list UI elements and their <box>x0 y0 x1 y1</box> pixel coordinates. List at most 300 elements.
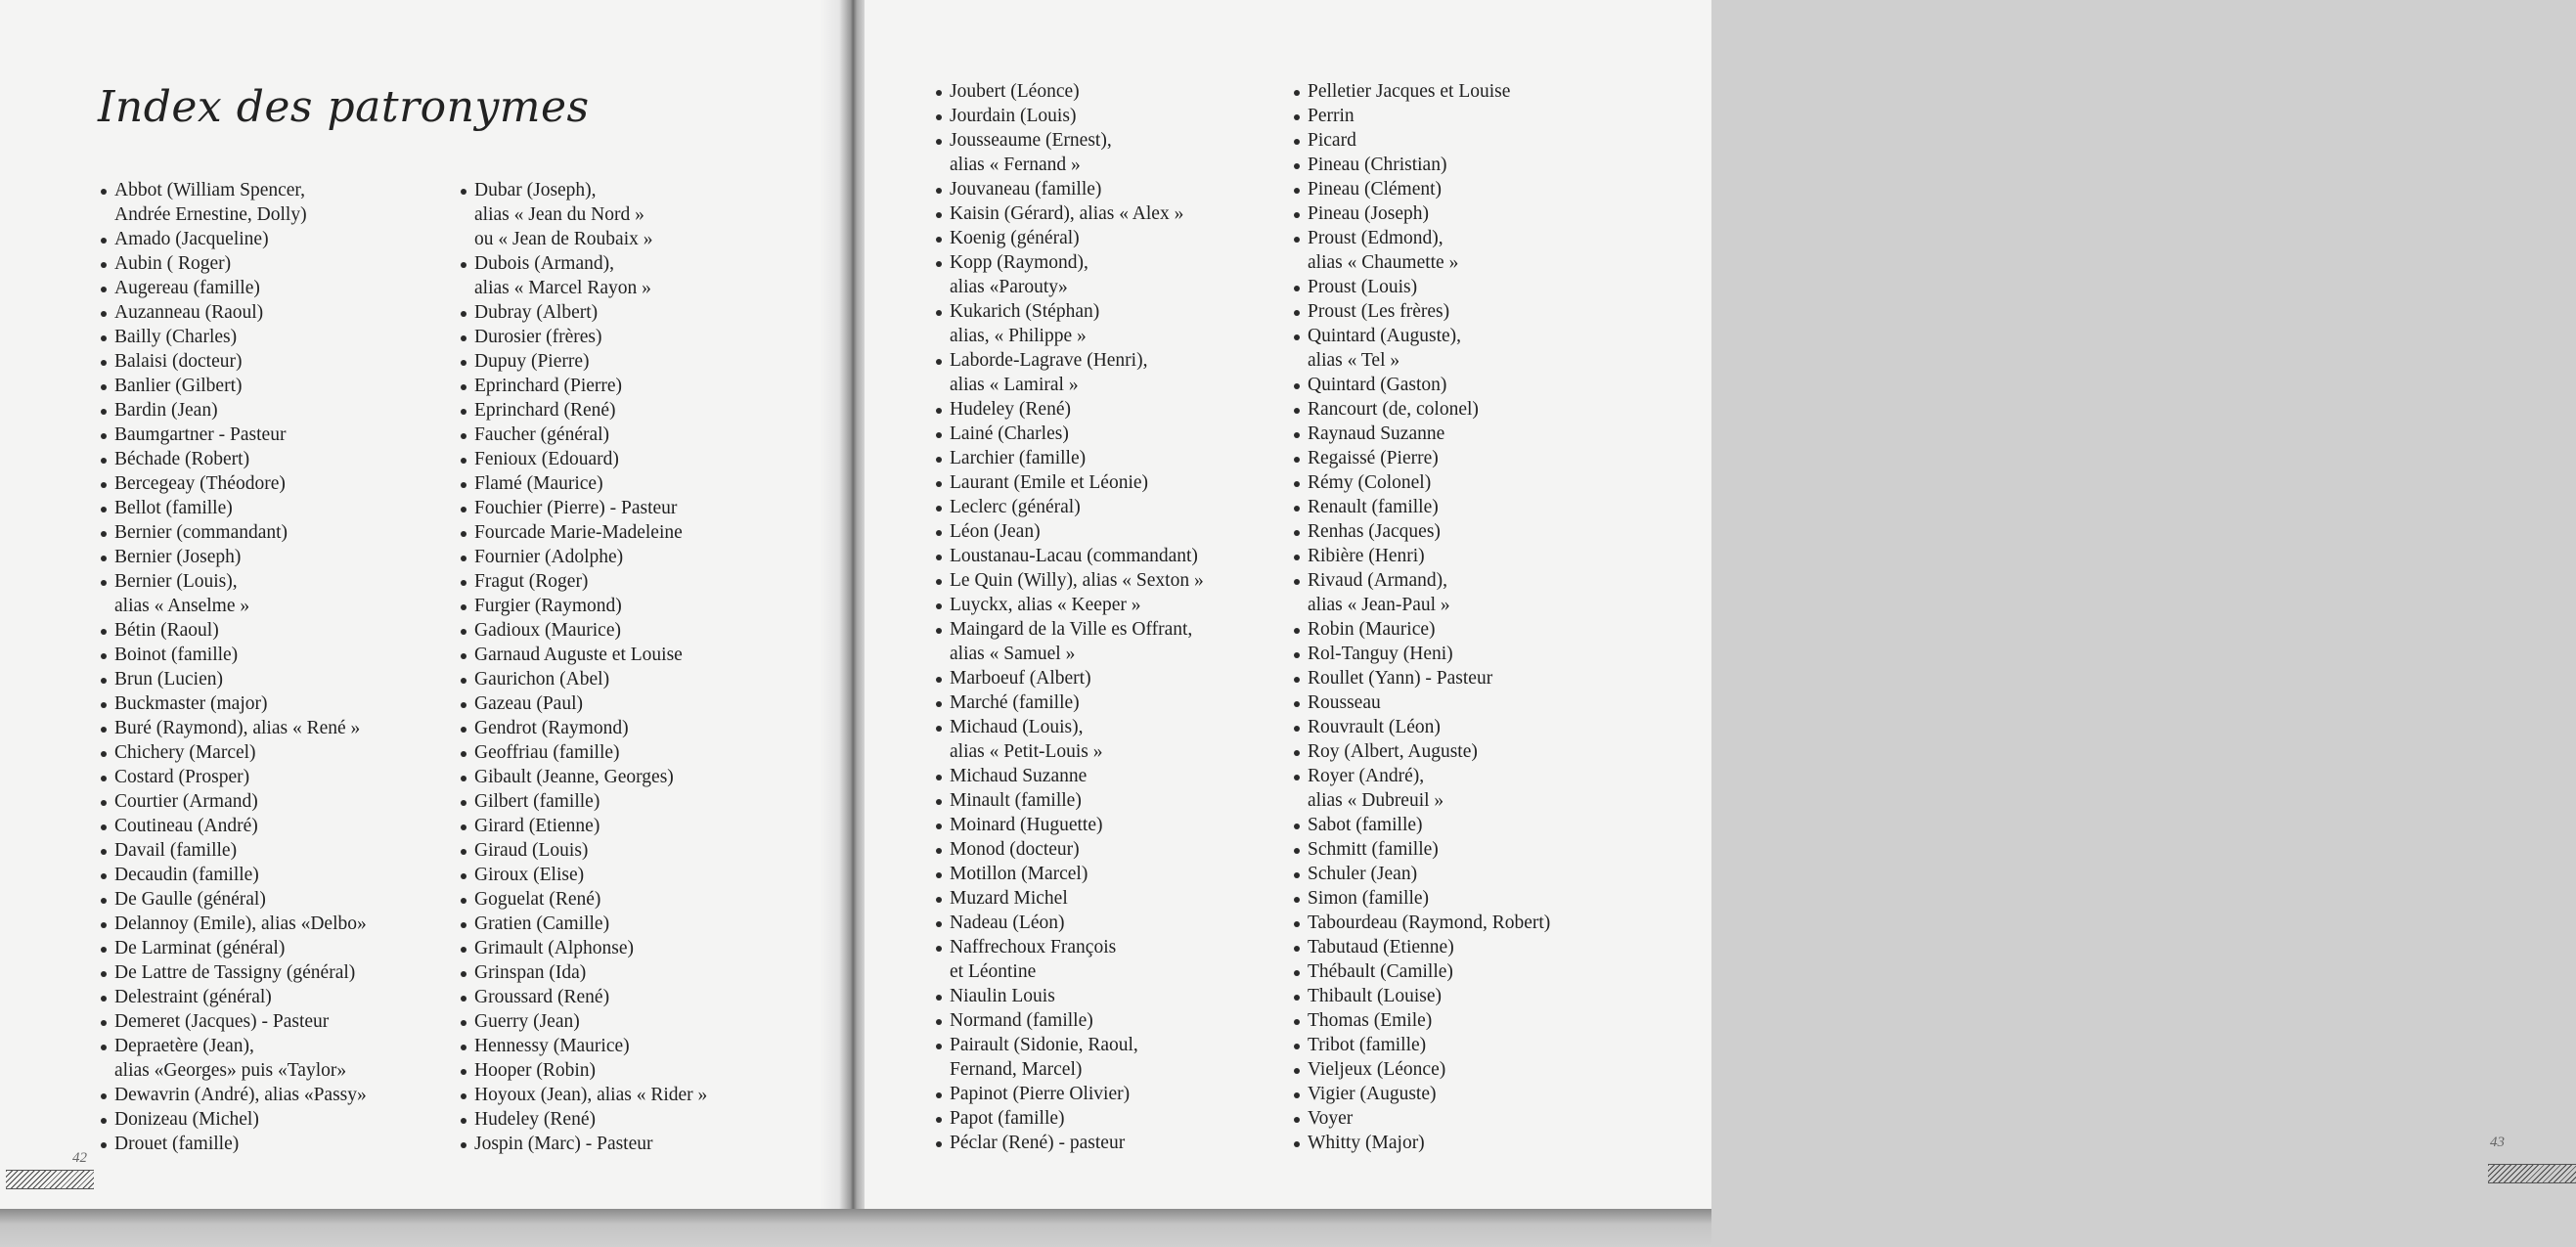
index-entry-name: Proust (Edmond), <box>1308 228 1443 248</box>
index-entry-name: Demeret (Jacques) - Pasteur <box>114 1011 330 1032</box>
index-entry-name: Costard (Prosper) <box>114 767 250 787</box>
index-entry-name: Fenioux (Edouard) <box>474 449 619 469</box>
index-entry-name: Lainé (Charles) <box>950 423 1069 444</box>
index-entry-name: Rol-Tanguy (Heni) <box>1308 644 1453 664</box>
index-entry-name: Eprinchard (René) <box>474 400 616 421</box>
index-entry <box>99 838 367 863</box>
index-entry-name: Groussard (René) <box>474 987 610 1007</box>
index-entry <box>459 985 707 1009</box>
index-entry-name: Schuler (Jean) <box>1308 864 1418 884</box>
index-entry <box>99 447 367 471</box>
index-entry <box>934 862 1204 886</box>
index-entry <box>934 617 1204 666</box>
index-entry <box>99 936 367 960</box>
index-entry <box>1292 177 1550 201</box>
index-entry-name: De Larminat (général) <box>114 938 286 958</box>
index-entry-name: Bardin (Jean) <box>114 400 218 421</box>
index-entry-name: Joubert (Léonce) <box>950 81 1080 102</box>
index-entry <box>934 935 1204 984</box>
index-entry <box>934 495 1204 519</box>
index-entry <box>1292 984 1550 1008</box>
index-entry-name: Bernier (commandant) <box>114 522 289 543</box>
index-entry-name: Perrin <box>1308 106 1355 126</box>
index-entry <box>934 422 1204 446</box>
index-entry <box>1292 128 1550 153</box>
index-entry-name: Rancourt (de, colonel) <box>1308 399 1479 420</box>
index-entry <box>934 201 1204 226</box>
index-entry <box>934 813 1204 837</box>
index-entry <box>99 349 367 374</box>
index-entry-name: Kopp (Raymond), <box>950 252 1088 273</box>
index-entry <box>459 691 707 716</box>
index-entry-name: Michaud (Louis), <box>950 717 1084 737</box>
index-entry-name: Dubar (Joseph), <box>474 180 597 200</box>
index-entry-name: Bétin (Raoul) <box>114 620 219 641</box>
index-entry-name: Nadeau (Léon) <box>950 913 1065 933</box>
index-entry-continuation: alias « Jean-Paul » <box>1308 595 1450 615</box>
index-entry-name: Hoyoux (Jean), alias « Rider » <box>474 1085 708 1105</box>
index-entry-name: Fourcade Marie-Madeleine <box>474 522 683 543</box>
index-entry <box>99 618 367 643</box>
index-entry-name: Gadioux (Maurice) <box>474 620 621 641</box>
index-entry <box>99 765 367 789</box>
index-entry-name: De Lattre de Tassigny (général) <box>114 962 356 983</box>
index-entry <box>1292 201 1550 226</box>
index-entry <box>99 300 367 325</box>
page-number-left: 42 <box>72 1150 87 1166</box>
index-entry <box>934 764 1204 788</box>
index-entry <box>459 325 707 349</box>
index-entry-name: Guerry (Jean) <box>474 1011 580 1032</box>
index-entry-name: Gratien (Camille) <box>474 913 610 934</box>
index-entry-name: Proust (Les frères) <box>1308 301 1450 322</box>
index-entry <box>934 984 1204 1008</box>
index-entry-name: Jourdain (Louis) <box>950 106 1077 126</box>
decorative-hatch-left <box>6 1170 94 1189</box>
index-entry-continuation: alias « Samuel » <box>950 644 1076 664</box>
index-entry-name: Vigier (Auguste) <box>1308 1084 1437 1104</box>
index-entry <box>459 1132 707 1156</box>
index-entry-name: Proust (Louis) <box>1308 277 1418 297</box>
index-column-1 <box>99 178 367 1156</box>
index-entry <box>1292 666 1550 690</box>
index-entry-name: Dubois (Armand), <box>474 253 614 274</box>
index-entry-name: Quintard (Gaston) <box>1308 375 1447 395</box>
index-entry-name: Coutineau (André) <box>114 816 258 836</box>
index-entry <box>459 447 707 471</box>
index-entry-name: Goguelat (René) <box>474 889 601 910</box>
index-entry-name: Schmitt (famille) <box>1308 839 1439 860</box>
index-entry-name: Gazeau (Paul) <box>474 693 583 714</box>
index-entry <box>99 1132 367 1156</box>
index-entry <box>99 1009 367 1034</box>
index-entry-name: Boinot (famille) <box>114 645 239 665</box>
index-entry-name: Rousseau <box>1308 692 1381 713</box>
index-entry <box>1292 862 1550 886</box>
index-entry <box>934 299 1204 348</box>
scan-bottom-edge <box>0 1209 1711 1247</box>
index-entry-name: Naffrechoux François <box>950 937 1117 958</box>
index-entry <box>459 814 707 838</box>
index-entry-name: Renault (famille) <box>1308 497 1439 517</box>
index-entry-name: Pelletier Jacques et Louise <box>1308 81 1511 102</box>
index-entry <box>1292 739 1550 764</box>
index-entry <box>1292 519 1550 544</box>
index-entry-name: Maingard de la Ville es Offrant, <box>950 619 1193 640</box>
index-entry <box>99 863 367 887</box>
index-entry <box>99 1034 367 1083</box>
index-entry-name: Ribière (Henri) <box>1308 546 1425 566</box>
index-entry-name: Delestraint (général) <box>114 987 272 1007</box>
index-entry-name: Donizeau (Michel) <box>114 1109 259 1130</box>
index-entry-name: Fournier (Adolphe) <box>474 547 624 567</box>
index-entry <box>99 1107 367 1132</box>
index-entry-name: Giraud (Louis) <box>474 840 589 861</box>
index-entry <box>934 1082 1204 1106</box>
index-entry-name: Kukarich (Stéphan) <box>950 301 1100 322</box>
index-entry-name: Brun (Lucien) <box>114 669 224 690</box>
index-entry <box>934 593 1204 617</box>
index-entry-name: Renhas (Jacques) <box>1308 521 1441 542</box>
index-entry <box>459 912 707 936</box>
index-entry-name: Dewavrin (André), alias «Passy» <box>114 1085 367 1105</box>
index-entry <box>1292 299 1550 324</box>
index-entry-name: Béchade (Robert) <box>114 449 250 469</box>
index-entry <box>1292 1008 1550 1033</box>
index-entry-name: Giroux (Elise) <box>474 865 585 885</box>
index-entry-name: Hudeley (René) <box>950 399 1071 420</box>
index-entry <box>99 545 367 569</box>
index-entry <box>1292 544 1550 568</box>
index-entry-name: Gibault (Jeanne, Georges) <box>474 767 674 787</box>
index-entry-name: Geoffriau (famille) <box>474 742 620 763</box>
index-entry <box>99 887 367 912</box>
index-entry <box>934 446 1204 470</box>
index-entry-name: Sabot (famille) <box>1308 815 1423 835</box>
index-entry <box>459 251 707 300</box>
index-entry <box>459 1034 707 1058</box>
index-entry-name: Loustanau-Lacau (commandant) <box>950 546 1198 566</box>
index-entry-continuation: alias « Jean du Nord » <box>474 204 644 225</box>
index-entry <box>99 667 367 691</box>
index-entry-continuation: Andrée Ernestine, Dolly) <box>114 204 307 225</box>
index-entry-name: Tabutaud (Etienne) <box>1308 937 1454 958</box>
index-entry-continuation: alias «Parouty» <box>950 277 1068 297</box>
index-entry <box>99 740 367 765</box>
index-entry-name: Garnaud Auguste et Louise <box>474 645 683 665</box>
index-entry-name: Grimault (Alphonse) <box>474 938 635 958</box>
index-entry <box>1292 935 1550 959</box>
index-entry-name: Voyer <box>1308 1108 1354 1129</box>
index-entry-name: Simon (famille) <box>1308 888 1430 909</box>
index-entry <box>1292 470 1550 495</box>
index-entry <box>99 985 367 1009</box>
index-entry <box>934 1008 1204 1033</box>
index-entry-continuation: alias « Marcel Rayon » <box>474 278 651 298</box>
index-entry <box>1292 104 1550 128</box>
index-entry <box>934 568 1204 593</box>
index-entry-name: Laurant (Emile et Léonie) <box>950 472 1149 493</box>
index-entry <box>1292 373 1550 397</box>
index-entry <box>934 837 1204 862</box>
index-entry-continuation: alias « Lamiral » <box>950 375 1079 395</box>
index-entry-name: Depraetère (Jean), <box>114 1036 254 1056</box>
index-entry-name: Dubray (Albert) <box>474 302 599 323</box>
index-column-2 <box>459 178 707 1156</box>
index-entry-name: Robin (Maurice) <box>1308 619 1436 640</box>
index-entry-continuation: alias « Anselme » <box>114 596 250 616</box>
index-entry <box>934 1131 1204 1155</box>
index-entry-name: Moinard (Huguette) <box>950 815 1103 835</box>
index-entry <box>99 178 367 227</box>
index-entry-name: Normand (famille) <box>950 1010 1093 1031</box>
index-entry-continuation: alias « Chaumette » <box>1308 252 1459 273</box>
index-entry <box>934 715 1204 764</box>
index-entry <box>459 496 707 520</box>
index-entry <box>459 178 707 251</box>
index-entry <box>934 226 1204 250</box>
index-entry <box>99 691 367 716</box>
index-entry <box>459 765 707 789</box>
index-entry <box>1292 226 1550 275</box>
index-entry-continuation: alias, « Philippe » <box>950 326 1087 346</box>
index-entry <box>459 349 707 374</box>
index-column-3 <box>934 79 1204 1155</box>
index-entry-name: Whitty (Major) <box>1308 1133 1425 1153</box>
index-entry <box>459 960 707 985</box>
index-entry-name: Papot (famille) <box>950 1108 1065 1129</box>
index-entry-name: Durosier (frères) <box>474 327 602 347</box>
index-entry <box>459 398 707 423</box>
index-entry <box>1292 275 1550 299</box>
index-entry-name: Jospin (Marc) - Pasteur <box>474 1134 653 1154</box>
index-entry <box>459 1107 707 1132</box>
index-entry-continuation: ou « Jean de Roubaix » <box>474 229 653 249</box>
index-entry <box>99 227 367 251</box>
index-entry <box>934 79 1204 104</box>
index-entry <box>99 471 367 496</box>
index-entry <box>1292 153 1550 177</box>
index-entry <box>934 690 1204 715</box>
index-entry <box>459 594 707 618</box>
index-entry-name: Roy (Albert, Auguste) <box>1308 741 1478 762</box>
index-entry-name: Leclerc (général) <box>950 497 1081 517</box>
index-entry <box>1292 886 1550 911</box>
index-entry-name: Bernier (Joseph) <box>114 547 242 567</box>
index-entry <box>1292 1057 1550 1082</box>
index-entry-name: Royer (André), <box>1308 766 1425 786</box>
index-entry-name: Hooper (Robin) <box>474 1060 597 1081</box>
page-title: Index des patronymes <box>98 82 590 132</box>
index-entry-name: Furgier (Raymond) <box>474 596 622 616</box>
index-entry-name: Gendrot (Raymond) <box>474 718 629 738</box>
index-entry-name: Hudeley (René) <box>474 1109 596 1130</box>
index-entry-continuation: alias «Georges» puis «Taylor» <box>114 1060 347 1081</box>
index-entry <box>934 128 1204 177</box>
index-entry-name: Faucher (général) <box>474 424 610 445</box>
index-entry-name: Luyckx, alias « Keeper » <box>950 595 1141 615</box>
index-entry-continuation: Fernand, Marcel) <box>950 1059 1083 1080</box>
index-entry-name: Eprinchard (Pierre) <box>474 376 623 396</box>
index-entry-name: Raynaud Suzanne <box>1308 423 1445 444</box>
index-entry <box>99 251 367 276</box>
index-entry <box>1292 1106 1550 1131</box>
index-entry <box>99 374 367 398</box>
index-entry-name: Minault (famille) <box>950 790 1082 811</box>
index-entry-name: Grinspan (Ida) <box>474 962 587 983</box>
index-entry-name: Augereau (famille) <box>114 278 260 298</box>
index-entry-name: Thibault (Louise) <box>1308 986 1443 1006</box>
index-entry-name: Fragut (Roger) <box>474 571 589 592</box>
index-entry-name: Monod (docteur) <box>950 839 1080 860</box>
index-entry <box>99 276 367 300</box>
index-entry <box>459 667 707 691</box>
index-entry <box>934 788 1204 813</box>
index-entry-name: Bernier (Louis), <box>114 571 238 592</box>
index-entry <box>934 250 1204 299</box>
index-entry-name: Abbot (William Spencer, <box>114 180 306 200</box>
index-entry <box>459 740 707 765</box>
index-entry <box>1292 422 1550 446</box>
index-entry <box>934 1033 1204 1082</box>
index-entry <box>459 471 707 496</box>
index-entry-name: Rouvrault (Léon) <box>1308 717 1441 737</box>
index-entry <box>934 544 1204 568</box>
index-entry <box>934 104 1204 128</box>
index-entry-name: Banlier (Gilbert) <box>114 376 243 396</box>
index-entry <box>1292 568 1550 617</box>
index-entry-name: Pairault (Sidonie, Raoul, <box>950 1035 1138 1055</box>
index-entry <box>934 348 1204 397</box>
index-entry <box>1292 715 1550 739</box>
index-entry <box>934 470 1204 495</box>
index-entry-name: Amado (Jacqueline) <box>114 229 269 249</box>
index-entry <box>459 374 707 398</box>
index-entry-name: Delannoy (Emile), alias «Delbo» <box>114 913 367 934</box>
index-entry-name: Balaisi (docteur) <box>114 351 243 372</box>
index-entry <box>99 789 367 814</box>
index-entry-name: Baumgartner - Pasteur <box>114 424 287 445</box>
index-entry-name: Le Quin (Willy), alias « Sexton » <box>950 570 1204 591</box>
index-entry <box>1292 1082 1550 1106</box>
index-entry <box>99 520 367 545</box>
index-entry <box>934 1106 1204 1131</box>
index-entry <box>459 545 707 569</box>
index-entry <box>1292 642 1550 666</box>
index-entry-name: Tabourdeau (Raymond, Robert) <box>1308 913 1551 933</box>
index-entry-name: Larchier (famille) <box>950 448 1087 468</box>
index-entry <box>934 911 1204 935</box>
index-entry-name: Pineau (Christian) <box>1308 155 1447 175</box>
index-entry <box>1292 617 1550 642</box>
index-entry-name: Motillon (Marcel) <box>950 864 1088 884</box>
index-entry <box>934 177 1204 201</box>
index-entry <box>459 887 707 912</box>
index-entry <box>99 325 367 349</box>
index-entry-name: Pineau (Joseph) <box>1308 203 1430 224</box>
index-entry <box>459 863 707 887</box>
index-entry <box>459 838 707 863</box>
index-entry-name: Picard <box>1308 130 1356 151</box>
index-entry <box>1292 690 1550 715</box>
index-entry-name: De Gaulle (général) <box>114 889 266 910</box>
index-entry-name: Chichery (Marcel) <box>114 742 256 763</box>
index-entry-name: Dupuy (Pierre) <box>474 351 590 372</box>
index-entry <box>459 643 707 667</box>
page-number-right: 43 <box>2490 1135 2505 1150</box>
index-entry <box>1292 764 1550 813</box>
index-entry <box>1292 1033 1550 1057</box>
index-entry-name: Regaissé (Pierre) <box>1308 448 1439 468</box>
index-entry-name: Marché (famille) <box>950 692 1080 713</box>
index-entry-continuation: alias « Petit-Louis » <box>950 741 1103 762</box>
index-entry-name: Gilbert (famille) <box>474 791 600 812</box>
index-entry-continuation: et Léontine <box>950 961 1037 982</box>
index-entry <box>1292 911 1550 935</box>
index-entry-name: Bercegeay (Théodore) <box>114 473 286 494</box>
index-entry <box>1292 397 1550 422</box>
index-entry-name: Buckmaster (major) <box>114 693 268 714</box>
index-entry-name: Quintard (Auguste), <box>1308 326 1462 346</box>
index-entry-name: Koenig (général) <box>950 228 1080 248</box>
index-entry <box>99 912 367 936</box>
index-entry <box>1292 495 1550 519</box>
index-entry-name: Jouvaneau (famille) <box>950 179 1102 200</box>
index-entry-name: Vieljeux (Léonce) <box>1308 1059 1446 1080</box>
index-entry-name: Muzard Michel <box>950 888 1068 909</box>
index-entry-name: Michaud Suzanne <box>950 766 1088 786</box>
index-entry <box>99 1083 367 1107</box>
decorative-hatch-right <box>2488 1164 2576 1183</box>
index-entry <box>1292 959 1550 984</box>
index-entry-name: Buré (Raymond), alias « René » <box>114 718 361 738</box>
index-entry-name: Gaurichon (Abel) <box>474 669 610 690</box>
index-entry <box>1292 324 1550 373</box>
index-entry-name: Girard (Etienne) <box>474 816 600 836</box>
index-entry <box>459 520 707 545</box>
index-entry-name: Drouet (famille) <box>114 1134 240 1154</box>
index-entry-name: Péclar (René) - pasteur <box>950 1133 1126 1153</box>
index-entry-name: Thébault (Camille) <box>1308 961 1453 982</box>
index-entry <box>459 300 707 325</box>
index-entry <box>459 569 707 594</box>
index-entry <box>459 1009 707 1034</box>
index-entry <box>1292 79 1550 104</box>
index-entry-name: Léon (Jean) <box>950 521 1041 542</box>
index-entry <box>934 886 1204 911</box>
index-entry <box>459 423 707 447</box>
index-entry-name: Niaulin Louis <box>950 986 1055 1006</box>
index-entry-name: Marboeuf (Albert) <box>950 668 1091 689</box>
index-entry <box>99 960 367 985</box>
index-entry-name: Kaisin (Gérard), alias « Alex » <box>950 203 1184 224</box>
left-page <box>0 0 850 1211</box>
index-entry <box>99 569 367 618</box>
index-entry-name: Courtier (Armand) <box>114 791 258 812</box>
index-entry-name: Bellot (famille) <box>114 498 233 518</box>
index-entry <box>99 423 367 447</box>
index-entry-name: Decaudin (famille) <box>114 865 259 885</box>
index-column-4 <box>1292 79 1550 1155</box>
index-entry-name: Fouchier (Pierre) - Pasteur <box>474 498 678 518</box>
index-entry <box>459 1058 707 1083</box>
index-entry <box>99 643 367 667</box>
index-entry-continuation: alias « Dubreuil » <box>1308 790 1444 811</box>
index-entry-name: Roullet (Yann) - Pasteur <box>1308 668 1493 689</box>
index-entry <box>99 716 367 740</box>
index-entry-name: Laborde-Lagrave (Henri), <box>950 350 1148 371</box>
index-entry-name: Pineau (Clément) <box>1308 179 1443 200</box>
